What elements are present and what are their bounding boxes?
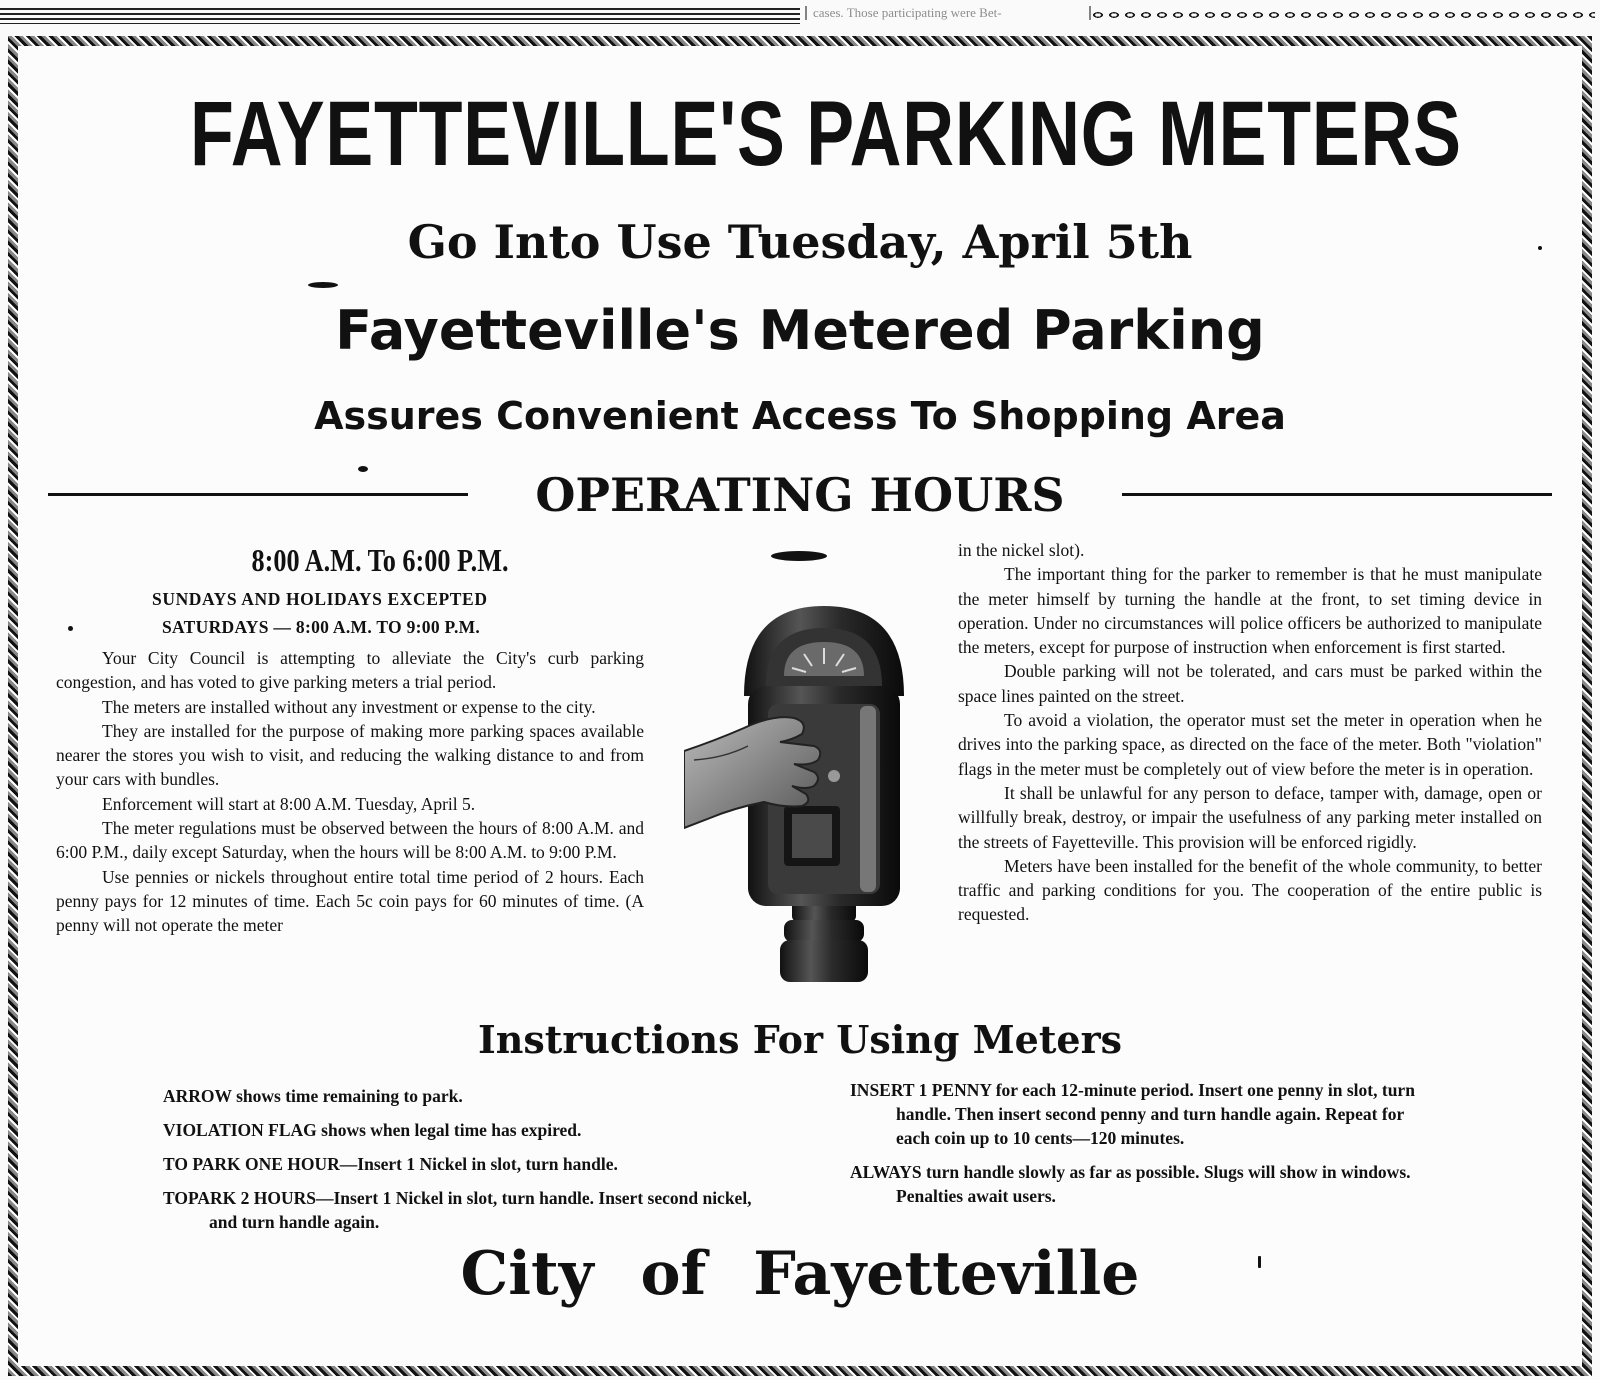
subheadline-date: Go Into Use Tuesday, April 5th [407, 215, 1193, 269]
parking-meter-icon [684, 546, 944, 1006]
instruction-item: ARROW shows time remaining to park. [163, 1086, 463, 1106]
paragraph: Double parking will not be tolerated, and cars must be parked within the space lines painted on the street. [958, 661, 1542, 706]
right-column [958, 538, 1542, 927]
newspaper-top-strip [0, 0, 1600, 34]
paragraph: It shall be unlawful for any person to deface, tamper with, damage, open or willfully break, destroy, or impair the usefulness of any parking meter installed on the streets of Fayetteville. This provision will be enforced rigidly. [958, 782, 1542, 852]
instructions-title: Instructions For Using Meters [478, 1017, 1122, 1062]
paragraph: The meter regulations must be observed between the hours of 8:00 A.M. and 6:00 P.M., daily except Saturday, when the hours will be 8:00 A.M. to 9:00 P.M. [56, 818, 644, 863]
paragraph: The important thing for the parker to remember is that he must manipulate the meter himself by turning the handle at the front, to set timing device in operation. Under no circumstances will police officers be authorized to manipulate the meters, except for purpose of instruction when enforcement is first started. [958, 564, 1542, 658]
paragraph: Your City Council is attempting to alleviate the City's curb parking congestion, and has voted to give parking meters a trial period. [56, 648, 644, 693]
instruction-item: INSERT 1 PENNY for each 12-minute period. Insert one penny in slot, turn handle. Then insert second penny and turn handle again. Repeat for each coin up to 10 cents—120 minutes. [850, 1080, 1415, 1148]
instruction-item: VIOLATION FLAG shows when legal time has expired. [163, 1120, 582, 1140]
print-speck [358, 466, 368, 472]
section-label: OPERATING HOURS [535, 468, 1065, 522]
paragraph: To avoid a violation, the operator must set the meter in operation when he drives into the parking space, as directed on the face of the meter. Both "violation" flags in the meter must be completely out of view before the meter is in operation. [958, 710, 1542, 779]
subheadline-metered-parking: Fayetteville's Metered Parking [335, 299, 1265, 362]
paragraph: Meters have been installed for the benefit of the whole community, to better traffic and parking conditions for you. The cooperation of the entire public is requested. [958, 855, 1542, 925]
paragraph: in the nickel slot). [958, 540, 1085, 560]
parking-meter-illustration [684, 546, 944, 1006]
print-speck [308, 282, 338, 288]
decorative-chain-border [1090, 8, 1595, 22]
print-speck [68, 626, 73, 631]
saturday-hours: SATURDAYS — 8:00 A.M. TO 9:00 P.M. [162, 617, 481, 637]
instruction-item: ALWAYS turn handle slowly as far as possible. Slugs will show in windows. Penalties await users. [850, 1162, 1411, 1206]
headline: FAYETTEVILLE'S PARKING METERS [190, 83, 1462, 185]
instruction-item: TOPARK 2 HOURS—Insert 1 Nickel in slot, turn handle. Insert second nickel, and turn handle again. [163, 1188, 752, 1232]
print-speck [1258, 1256, 1261, 1268]
adjacent-column-fragment: cases. Those participating were Bet- [805, 6, 1091, 20]
instructions-left [163, 1084, 753, 1244]
hours-exception: SUNDAYS AND HOLIDAYS EXCEPTED [152, 589, 488, 609]
left-column [56, 538, 644, 938]
paragraph: Enforcement will start at 8:00 A.M. Tuesday, April 5. [102, 793, 476, 814]
instruction-item: TO PARK ONE HOUR—Insert 1 Nickel in slot, turn handle. [163, 1154, 618, 1174]
print-speck [1538, 246, 1542, 250]
paragraph: The meters are installed without any investment or expense to the city. [102, 696, 596, 717]
paragraph: Use pennies or nickels throughout entire total time period of 2 hours. Each penny pays for 12 minutes of time. Each 5c coin pays for 60 minutes of time. (A penny will not operate the meter [56, 866, 644, 936]
operating-hours-banner [48, 466, 1552, 526]
instructions-right [850, 1078, 1438, 1218]
advertisement-frame [8, 36, 1592, 1376]
paragraph: They are installed for the purpose of making more parking spaces available nearer the stores you wish to visit, and reducing the walking distance to and from your cars with bundles. [56, 720, 644, 790]
signature-city: City of Fayetteville [460, 1239, 1140, 1309]
rule-lines [0, 8, 800, 24]
weekday-hours: 8:00 A.M. To 6:00 P.M. [251, 542, 509, 578]
subheadline-shopping-access: Assures Convenient Access To Shopping Area [314, 394, 1286, 438]
